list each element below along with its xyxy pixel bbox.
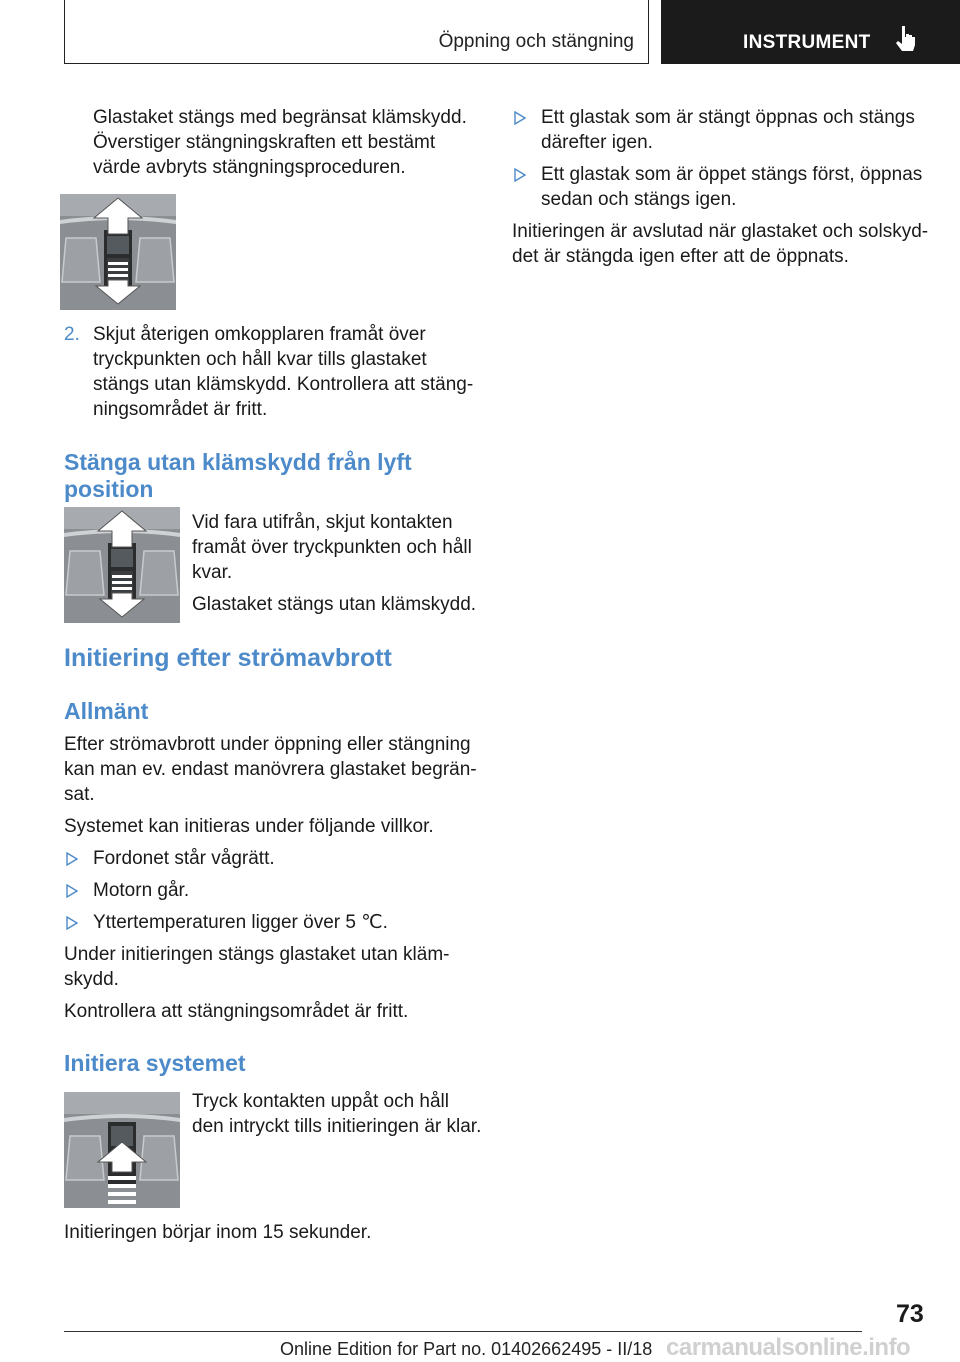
heading-general: Allmänt	[64, 698, 149, 724]
general-text: Efter strömavbrott under öppning eller stängning kan man ev. endast manövrera glastaket begrän- sat.	[64, 734, 477, 805]
switch-up-down-photo-2	[64, 507, 180, 623]
paragraph-pinch-protection: Glastaket stängs med begränsat klämskydd. Överstiger stängningskraften ett bestämt värde avbryts stängningsproceduren.	[93, 107, 467, 178]
heading-close-from-lift: Stänga utan klämskydd från lyft position	[64, 449, 412, 502]
triangle-bullet-icon	[66, 884, 78, 898]
chapter-label: INSTRUMENT	[743, 32, 871, 53]
init-system-instruction: Tryck kontakten uppåt och håll den intryckt tills initieringen är klar.	[192, 1091, 482, 1137]
check-area-text: Kontrollera att stängningsområdet är fritt.	[64, 1001, 409, 1022]
step-2-text: Skjut återigen omkopplaren framåt över tryckpunkten och håll kvar tills glastaket stängs utan klämskydd. Kontrollera att stäng- ningsområdet är fritt.	[93, 324, 474, 420]
triangle-bullet-icon	[66, 852, 78, 866]
section-title: Öppning och stängning	[438, 31, 634, 52]
bullet-closed-roof: Ett glastak som är stängt öppnas och stängs därefter igen.	[541, 107, 915, 153]
triangle-bullet-icon	[514, 111, 526, 125]
header-section-box	[64, 0, 649, 64]
condition-item: Motorn går.	[93, 880, 190, 901]
page-number: 73	[896, 1300, 924, 1328]
during-init-text: Under initieringen stängs glastaket utan kläm- skydd.	[64, 944, 450, 990]
header-chapter-tab[interactable]	[661, 0, 960, 64]
lift-result: Glastaket stängs utan klämskydd.	[192, 594, 477, 615]
triangle-bullet-icon	[66, 916, 78, 930]
switch-push-up-photo	[64, 1092, 180, 1208]
init-done-text: Initieringen är avslutad när glastaket och solskyd- det är stängda igen efter att de öppnats.	[512, 221, 929, 267]
lift-instruction: Vid fara utifrån, skjut kontakten framåt över tryckpunkten och håll kvar.	[192, 512, 472, 583]
watermark: carmanualsonline.info	[666, 1334, 911, 1361]
bullet-open-roof: Ett glastak som är öppet stängs först, öppnas sedan och stängs igen.	[541, 164, 923, 210]
condition-item: Yttertemperaturen ligger över 5 ℃.	[93, 912, 388, 933]
edition-footer: Online Edition for Part no. 01402662495 - II/18	[280, 1339, 653, 1359]
footer-divider	[64, 1331, 862, 1332]
init-start-text: Initieringen börjar inom 15 sekunder.	[64, 1222, 372, 1243]
heading-init-after-power-loss: Initiering efter strömavbrott	[64, 644, 392, 672]
step-number: 2.	[64, 324, 80, 345]
heading-init-system: Initiera systemet	[64, 1050, 246, 1076]
condition-item: Fordonet står vågrätt.	[93, 848, 275, 869]
conditions-intro: Systemet kan initieras under följande villkor.	[64, 816, 434, 837]
triangle-bullet-icon	[514, 168, 526, 182]
pointing-hand-icon	[893, 24, 923, 54]
switch-up-down-photo	[60, 194, 176, 310]
